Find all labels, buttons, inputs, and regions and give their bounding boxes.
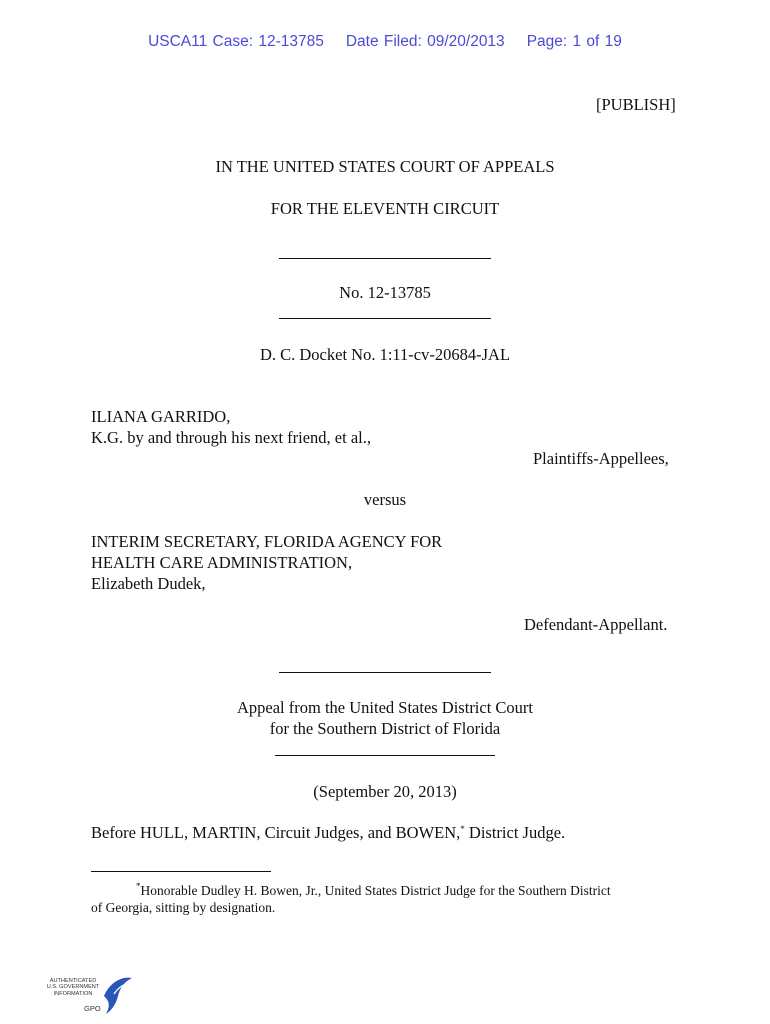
- defendant-line-1: INTERIM SECRETARY, FLORIDA AGENCY FOR: [91, 532, 443, 551]
- page-count-stamp: Page: 1 of 19: [526, 33, 622, 50]
- circuit-name: FOR THE ELEVENTH CIRCUIT: [270, 199, 500, 218]
- footnote-ref[interactable]: *: [460, 824, 465, 834]
- appeal-line-1: Appeal from the United States District Court: [236, 698, 534, 717]
- panel-suffix: District Judge.: [464, 823, 566, 842]
- panel-text: Before HULL, MARTIN, Circuit Judges, and BOWEN,: [91, 823, 461, 842]
- divider-line: [279, 258, 491, 259]
- defendant-role: Defendant-Appellant.: [524, 615, 668, 634]
- case-number: No. 12-13785: [339, 283, 431, 302]
- footnote-marker: *: [136, 881, 141, 891]
- plaintiff-name: ILIANA GARRIDO,: [91, 407, 231, 426]
- footnote-separator: [91, 871, 271, 872]
- appeal-line-2: for the Southern District of Florida: [269, 719, 501, 738]
- divider-line: [275, 755, 495, 756]
- divider-line: [279, 318, 491, 319]
- footnote-text: Honorable Dudley H. Bowen, Jr., United States District Judge for the Southern District: [140, 883, 611, 898]
- footnote-line-2: of Georgia, sitting by designation.: [91, 900, 276, 915]
- gpo-logo-text: AUTHENTICATED U.S. GOVERNMENT INFORMATION: [46, 978, 100, 997]
- footnote-line-1: [136, 881, 611, 899]
- docket-number: D. C. Docket No. 1:11-cv-20684-JAL: [259, 345, 511, 364]
- versus-label: versus: [363, 490, 407, 509]
- decision-date: (September 20, 2013): [313, 782, 457, 801]
- gpo-brand: GPO: [84, 1004, 101, 1013]
- case-number-stamp: USCA11 Case: 12-13785: [148, 33, 324, 50]
- filing-stamp: [0, 33, 770, 51]
- defendant-line-2: HEALTH CARE ADMINISTRATION,: [91, 553, 353, 572]
- date-filed-stamp: Date Filed: 09/20/2013: [345, 33, 505, 50]
- court-name: IN THE UNITED STATES COURT OF APPEALS: [215, 157, 555, 176]
- eagle-icon: [100, 974, 134, 1018]
- divider-line: [279, 672, 491, 673]
- defendant-name: Elizabeth Dudek,: [91, 574, 206, 593]
- plaintiff-role: Plaintiffs-Appellees,: [533, 449, 669, 468]
- publish-tag: [PUBLISH]: [596, 95, 676, 114]
- plaintiff-party: K.G. by and through his next friend, et al.,: [91, 428, 371, 447]
- gpo-authentication-logo: [44, 974, 134, 1018]
- panel-line: [91, 823, 565, 843]
